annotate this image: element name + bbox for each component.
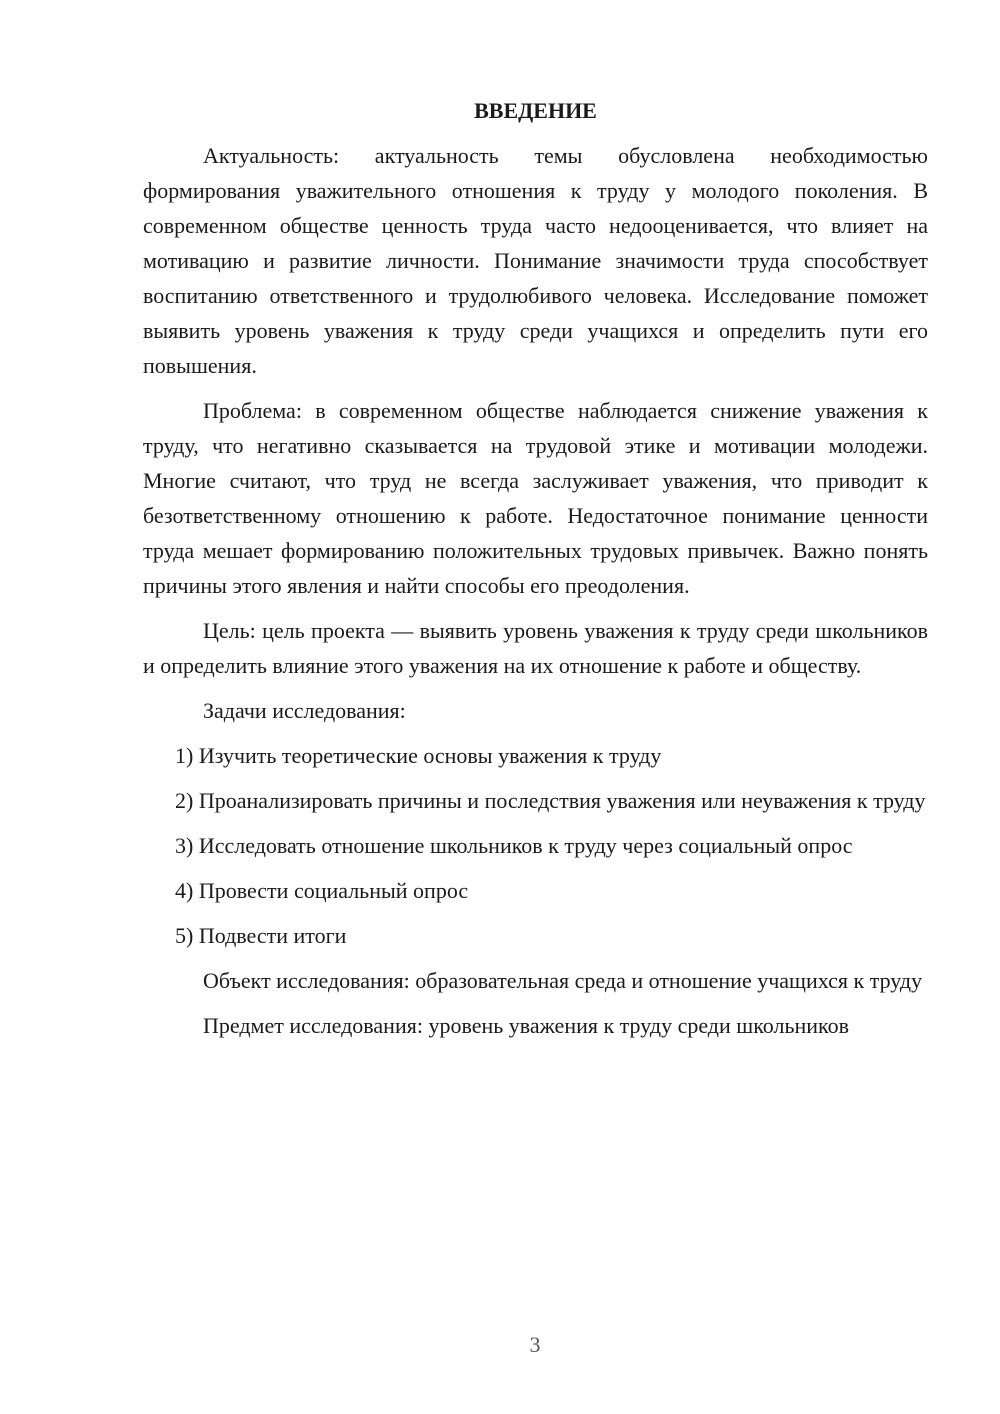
page-title: ВВЕДЕНИЕ xyxy=(474,98,597,123)
task-item-1: 1) Изучить теоретические основы уважения к труду xyxy=(175,743,662,768)
paragraph-subject: Предмет исследования: уровень уважения к труду среди школьников xyxy=(203,1013,850,1038)
paragraph-relevance: Актуальность: актуальность темы обусловлена необходимостью формирования уважительного отношения к труду у молодого поколения. В современном обществе ценность труда часто недооценивается, что влияет на мотивацию и развитие личности. Понимание значимости труда способствует воспитанию ответственного и трудолюбивого человека. Исследование поможет выявить уровень уважения к труду среди учащихся и определить пути его повышения. xyxy=(143,143,928,378)
task-item-5: 5) Подвести итоги xyxy=(175,923,347,948)
document-page xyxy=(143,96,928,1043)
paragraph-tasks-heading: Задачи исследования: xyxy=(203,698,406,723)
task-item-4: 4) Провести социальный опрос xyxy=(175,878,469,903)
task-item-3: 3) Исследовать отношение школьников к труду через социальный опрос xyxy=(175,833,853,858)
page-number: 3 xyxy=(529,1332,541,1357)
paragraph-goal: Цель: цель проекта — выявить уровень уважения к труду среди школьников и определить влияние этого уважения на их отношение к работе и обществу. xyxy=(143,618,928,678)
paragraph-object: Объект исследования: образовательная среда и отношение учащихся к труду xyxy=(203,968,923,993)
paragraph-problem: Проблема: в современном обществе наблюдается снижение уважения к труду, что негативно сказывается на трудовой этике и мотивации молодежи. Многие считают, что труд не всегда заслуживает уважения, что приводит к безответственному отношению к работе. Недостаточное понимание ценности труда мешает формированию положительных трудовых привычек. Важно понять причины этого явления и найти способы его преодоления. xyxy=(143,398,928,598)
task-item-2: 2) Проанализировать причины и последствия уважения или неуважения к труду xyxy=(175,788,926,813)
